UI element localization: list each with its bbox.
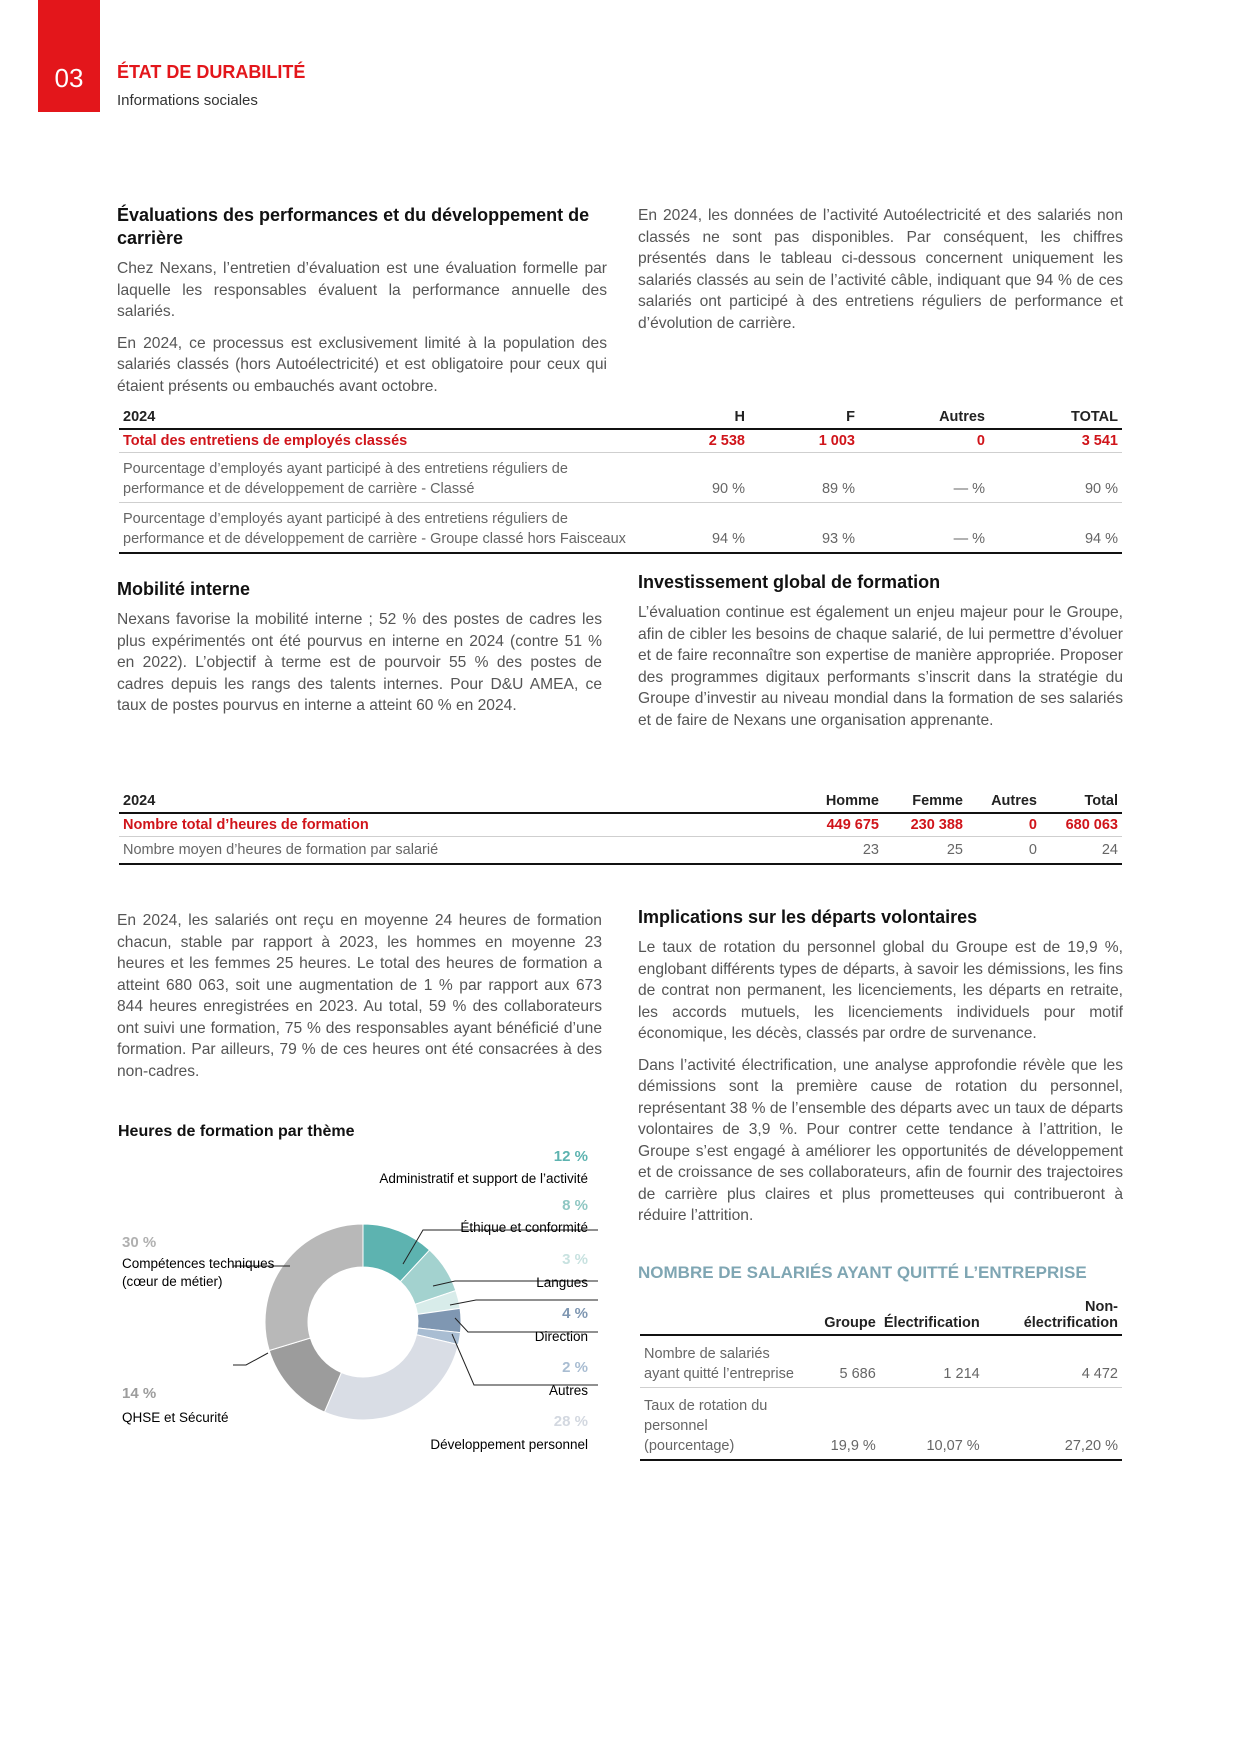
- donut-slice: [265, 1224, 363, 1351]
- table-header: 2024: [119, 790, 799, 813]
- table-cell: 89 %: [749, 453, 859, 503]
- table-cell: 94 %: [989, 503, 1122, 554]
- table-cell: 24: [1041, 837, 1122, 865]
- table-cell: 449 675: [799, 813, 883, 837]
- slice-pct-autres: 2 %: [562, 1359, 588, 1376]
- table-cell: 2 538: [639, 429, 749, 453]
- table-cell: Pourcentage d’employés ayant participé à des entretiens réguliers de performance et de développement de carrière - Groupe classé hors Faisceaux: [119, 503, 639, 554]
- table-cell: Total des entretiens de employés classés: [119, 429, 639, 453]
- table-header-row: [640, 1296, 1122, 1335]
- table-header: Autres: [859, 406, 989, 429]
- page-title: ÉTAT DE DURABILITÉ: [117, 62, 306, 82]
- slice-label-dev: Développement personnel: [430, 1437, 588, 1452]
- perf-paragraph-2: En 2024, ce processus est exclusivement limité à la population des salariés classés (hors Autoélectricité) et est obligatoire pour ceux qui étaient présents ou embauchés avant octobre.: [117, 334, 607, 395]
- table-cell: 680 063: [1041, 813, 1122, 837]
- table-header: Femme: [883, 790, 967, 813]
- training-heading: Investissement global de formation: [638, 572, 941, 592]
- slice-label-langues: Langues: [536, 1275, 588, 1290]
- perf-right-column: [638, 205, 1123, 334]
- table-cell: 27,20 %: [984, 1388, 1122, 1461]
- interviews-table: [119, 406, 1122, 554]
- section-number: 03: [54, 63, 84, 93]
- slice-label-ethique: Éthique et conformité: [460, 1220, 588, 1235]
- table-header: 2024: [119, 406, 639, 429]
- leavers-table-title: NOMBRE DE SALARIÉS AYANT QUITTÉ L’ENTREPRISE: [638, 1263, 1087, 1282]
- perf-left-column: [117, 204, 607, 397]
- departures-heading: Implications sur les départs volontaires: [638, 907, 978, 927]
- training-hours-table: [119, 790, 1122, 865]
- slice-pct-admin: 12 %: [553, 1150, 588, 1165]
- slice-label-competences: Compétences techniques (cœur de métier): [122, 1256, 275, 1289]
- slice-label-admin: Administratif et support de l’activité: [379, 1171, 588, 1186]
- table-cell: 90 %: [989, 453, 1122, 503]
- slice-pct-qhse: 14 %: [122, 1385, 157, 1402]
- training-donut-chart: [118, 1150, 608, 1480]
- table-row: [119, 837, 1122, 865]
- slice-pct-direction: 4 %: [562, 1305, 588, 1322]
- table-row: [119, 503, 1122, 554]
- table-cell: 94 %: [639, 503, 749, 554]
- slice-pct-competences: 30 %: [122, 1234, 157, 1251]
- table-cell: 10,07 %: [880, 1388, 984, 1461]
- table-cell: 4 472: [984, 1335, 1122, 1388]
- table-cell: 230 388: [883, 813, 967, 837]
- table-row: [640, 1335, 1122, 1388]
- table-header: Électrification: [880, 1296, 984, 1335]
- table-header: Non-électrification: [984, 1296, 1122, 1335]
- table-cell: 90 %: [639, 453, 749, 503]
- table-cell: 0: [967, 837, 1041, 865]
- slice-label-qhse: QHSE et Sécurité: [122, 1410, 229, 1425]
- table-cell: 0: [859, 429, 989, 453]
- slice-pct-dev: 28 %: [553, 1413, 588, 1430]
- table-cell: 3 541: [989, 429, 1122, 453]
- table-header: Groupe: [804, 1296, 880, 1335]
- section-tab: [38, 0, 100, 112]
- table-header: H: [639, 406, 749, 429]
- perf-heading: Évaluations des performances et du développement de carrière: [117, 205, 590, 248]
- page-subtitle: Informations sociales: [117, 92, 258, 109]
- table-header: F: [749, 406, 859, 429]
- table-cell: Taux de rotation du personnel (pourcentage): [640, 1388, 804, 1461]
- slice-pct-ethique: 8 %: [562, 1197, 588, 1214]
- hours-summary: [117, 910, 602, 1082]
- table-header: Homme: [799, 790, 883, 813]
- table-row: [640, 1388, 1122, 1461]
- hours-summary-text: En 2024, les salariés ont reçu en moyenne 24 heures de formation chacun, stable par rapport à 2023, les hommes en moyenne 23 heures et les femmes 25 heures. Le total des heures de formation a atteint 680 063, soit une augmentation de 1 % par rapport aux 673 844 heures enregistrées en 2023. Au total, 59 % des collaborateurs ont suivi une formation, 75 % des responsables ayant bénéficié d’une formation. Par ailleurs, 79 % de ces heures ont été consacrées à des non-cadres.: [117, 912, 602, 1080]
- table-header: Autres: [967, 790, 1041, 813]
- table-cell: 93 %: [749, 503, 859, 554]
- table-row: [119, 453, 1122, 503]
- training-section: [638, 571, 1123, 731]
- table-cell: Nombre de salariés ayant quitté l’entreprise: [640, 1335, 804, 1388]
- table-cell: — %: [859, 503, 989, 554]
- departures-section: [638, 906, 1123, 1227]
- table-row: [119, 813, 1122, 837]
- slice-label-autres: Autres: [548, 1383, 588, 1398]
- table-cell: 19,9 %: [804, 1388, 880, 1461]
- table-cell: 23: [799, 837, 883, 865]
- chart-title: Heures de formation par thème: [118, 1123, 355, 1140]
- slice-label-direction: Direction: [534, 1329, 588, 1344]
- perf-paragraph-3: En 2024, les données de l’activité Autoélectricité et des salariés non classés ne sont pas disponibles. Par conséquent, les chiffres présentés dans le tableau ci-dessous concernent uniquement les salariés classés au sein de l’activité câble, indiquant que 94 % de ces salariés ont participé à des entretiens réguliers de performance et d’évolution de carrière.: [638, 207, 1123, 332]
- slice-pct-langues: 3 %: [562, 1251, 588, 1268]
- table-header: TOTAL: [989, 406, 1122, 429]
- mobility-text: Nexans favorise la mobilité interne ; 52 % des postes de cadres les plus expérimentés ont été pourvus en interne en 2024 (contre 51 % en 2022). L’objectif à terme est de pourvoir 55 % des postes de cadres depuis les rangs des talents internes. Pour D&U AMEA, ce taux de postes pourvus en interne a atteint 60 % en 2024.: [117, 611, 602, 714]
- mobility-heading: Mobilité interne: [117, 579, 251, 599]
- departures-paragraph-1: Le taux de rotation du personnel global du Groupe est de 19,9 %, englobant différents types de départs, à savoir les démissions, les fins de contrat non permanent, les licenciements, les départs en retraite, les accords mutuels, les licenciements individuels pour motif économique, les décès, classés par ordre de survenance.: [638, 939, 1123, 1042]
- table-cell: Pourcentage d’employés ayant participé à des entretiens réguliers de performance et de développement de carrière - Classé: [119, 453, 639, 503]
- table-header-row: [119, 406, 1122, 429]
- departures-paragraph-2: Dans l’activité électrification, une analyse approfondie révèle que les démissions sont la première cause de rotation du personnel, représentant 38 % de l’ensemble des départs avec un taux de départs volontaires de 3,9 %. Pour contrer cette tendance à l’attrition, le Groupe s’est engagé à améliorer les opportunités de développement et de croissance de ses collaborateurs, afin de fournir des trajectoires de carrière plus claires et plus prometteuses qui contribueront à réduire l’attrition.: [638, 1056, 1123, 1224]
- leavers-table: [640, 1296, 1122, 1461]
- table-cell: Nombre moyen d’heures de formation par salarié: [119, 837, 799, 865]
- leader-line-qhse: [233, 1353, 268, 1365]
- table-cell: Nombre total d’heures de formation: [119, 813, 799, 837]
- table-cell: 0: [967, 813, 1041, 837]
- table-cell: 1 003: [749, 429, 859, 453]
- donut-slice: [324, 1335, 458, 1420]
- table-row: [119, 429, 1122, 453]
- table-cell: 1 214: [880, 1335, 984, 1388]
- perf-paragraph-1: Chez Nexans, l’entretien d’évaluation est une évaluation formelle par laquelle les responsables évaluent la performance annuelle des salariés.: [117, 260, 607, 320]
- table-cell: 5 686: [804, 1335, 880, 1388]
- table-header: [640, 1296, 804, 1335]
- table-header-row: [119, 790, 1122, 813]
- table-cell: — %: [859, 453, 989, 503]
- table-header: Total: [1041, 790, 1122, 813]
- table-cell: 25: [883, 837, 967, 865]
- training-text: L’évaluation continue est également un enjeu majeur pour le Groupe, afin de cibler les besoins de chaque salarié, de lui permettre d’évoluer et de faire reconnaître son expertise de manière appropriée. Proposer des programmes digitaux performants s’inscrit dans la stratégie du Groupe d’investir au niveau mondial dans la formation de ses salariés et de faire de Nexans une organisation apprenante.: [638, 604, 1123, 729]
- mobility-section: [117, 578, 602, 717]
